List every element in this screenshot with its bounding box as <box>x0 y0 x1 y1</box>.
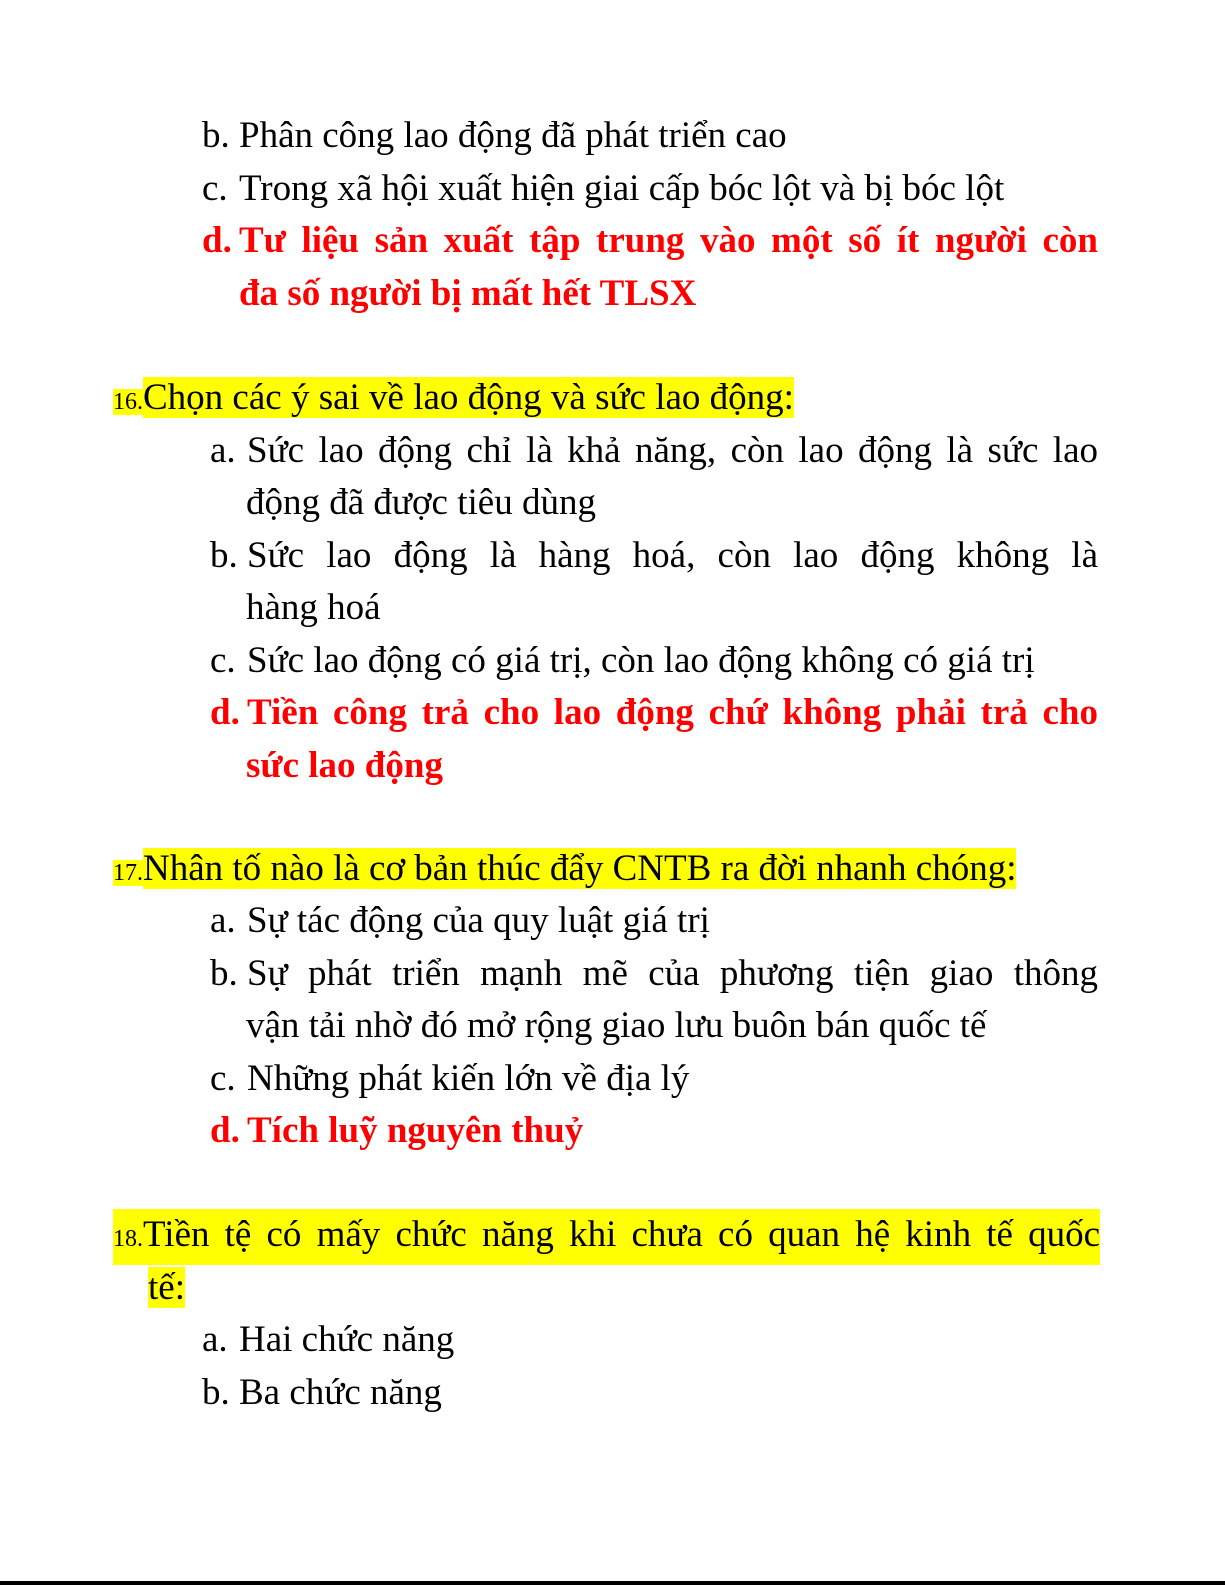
option-label: c. <box>210 1058 236 1099</box>
option-text: động đã được tiêu dùng <box>246 482 596 523</box>
q16-option-d-continuation <box>246 740 443 792</box>
question-number: 18. <box>113 1226 143 1252</box>
option-label: b. <box>202 115 230 156</box>
option-text: Tư liệu sản xuất tập trung vào một số ít người còn <box>239 220 1098 261</box>
option-text: vận tải nhờ đó mở rộng giao lưu buôn bán quốc tế <box>246 1005 987 1046</box>
q17-option-b <box>210 948 1098 1000</box>
question-text: Chọn các ý sai về lao động và sức lao động: <box>143 377 794 418</box>
option-text: Sức lao động là hàng hoá, còn lao động không là <box>247 535 1098 576</box>
q17-option-c <box>210 1053 689 1105</box>
question-text: Nhân tố nào là cơ bản thúc đẩy CNTB ra đời nhanh chóng: <box>143 848 1017 889</box>
option-label: a. <box>202 1319 228 1360</box>
q16-option-b-continuation <box>246 582 381 634</box>
q17-question <box>113 843 1016 899</box>
question-text: tế: <box>148 1267 185 1308</box>
option-text: Những phát kiến lớn về địa lý <box>247 1058 690 1099</box>
q18-question <box>113 1209 1100 1265</box>
q15-option-b <box>202 110 787 162</box>
option-label: b. <box>210 953 238 994</box>
q17-option-d-correct <box>210 1105 583 1157</box>
q16-option-d-correct <box>210 687 1098 739</box>
q16-option-c <box>210 635 1035 687</box>
question-number: 16. <box>113 389 143 415</box>
option-label: b. <box>202 1372 230 1413</box>
option-text: Trong xã hội xuất hiện giai cấp bóc lột và bị bóc lột <box>239 168 1005 209</box>
q16-option-b <box>210 530 1098 582</box>
option-text: Sự tác động của quy luật giá trị <box>247 900 710 941</box>
option-label: a. <box>210 900 236 941</box>
option-label: c. <box>210 640 236 681</box>
q16-option-a <box>210 425 1098 477</box>
option-text: Sự phát triển mạnh mẽ của phương tiện giao thông <box>247 953 1098 994</box>
q18-question-continuation <box>148 1262 185 1314</box>
question-number: 17. <box>113 860 143 886</box>
option-text: Phân công lao động đã phát triển cao <box>239 115 787 156</box>
q16-option-a-continuation <box>246 477 596 529</box>
q18-option-a <box>202 1314 454 1366</box>
option-text: đa số người bị mất hết TLSX <box>239 273 697 314</box>
q15-option-d-continuation <box>239 268 696 320</box>
q17-option-b-continuation <box>246 1000 986 1052</box>
option-label: c. <box>202 168 228 209</box>
q15-option-c <box>202 163 1004 215</box>
option-text: sức lao động <box>246 745 443 786</box>
option-text: Sức lao động có giá trị, còn lao động không có giá trị <box>247 640 1035 681</box>
option-label: d. <box>210 1110 240 1151</box>
option-text: Ba chức năng <box>239 1372 442 1413</box>
q16-question <box>113 372 794 428</box>
option-text: Sức lao động chỉ là khả năng, còn lao động là sức lao <box>247 430 1098 471</box>
option-label: d. <box>210 692 240 733</box>
option-text: hàng hoá <box>246 587 381 628</box>
q15-option-d-correct <box>202 215 1098 267</box>
page-bottom-border <box>0 1581 1225 1585</box>
option-label: b. <box>210 535 238 576</box>
question-text: Tiền tệ có mấy chức năng khi chưa có quan hệ kinh tế quốc <box>143 1214 1100 1255</box>
q18-option-b <box>202 1367 442 1419</box>
q17-option-a <box>210 895 710 947</box>
option-label: d. <box>202 220 232 261</box>
option-text: Tích luỹ nguyên thuỷ <box>247 1110 584 1151</box>
option-text: Tiền công trả cho lao động chứ không phải trả cho <box>247 692 1098 733</box>
option-label: a. <box>210 430 236 471</box>
option-text: Hai chức năng <box>239 1319 455 1360</box>
